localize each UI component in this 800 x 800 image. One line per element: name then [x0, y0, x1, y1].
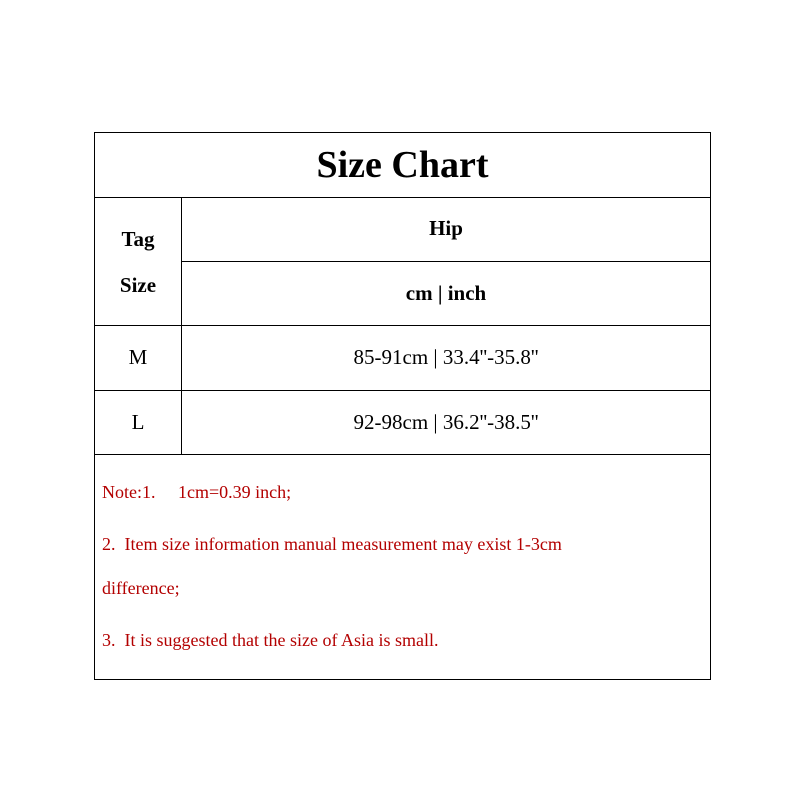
table-row-hip: 85-91cm | 33.4''-35.8'' — [353, 345, 539, 369]
note-line: 2. Item size information manual measurement may exist 1-3cm — [102, 534, 562, 554]
hip-header: Hip — [429, 216, 463, 240]
size-chart-table — [94, 132, 711, 680]
chart-title: Size Chart — [316, 144, 489, 186]
table-row-size: L — [131, 410, 145, 434]
divider — [95, 454, 710, 455]
note-line: difference; — [102, 578, 180, 598]
tag-size-header-line1: Tag — [121, 227, 155, 251]
table-row-hip: 92-98cm | 36.2''-38.5'' — [353, 410, 539, 434]
note-line: Note:1. 1cm=0.39 inch; — [102, 482, 292, 502]
tag-size-header-line2: Size — [119, 273, 157, 297]
table-row-size: M — [128, 345, 148, 369]
tag-size-header — [95, 198, 181, 326]
units-header: cm | inch — [405, 281, 487, 305]
note-line: 3. It is suggested that the size of Asia is small. — [102, 630, 439, 650]
